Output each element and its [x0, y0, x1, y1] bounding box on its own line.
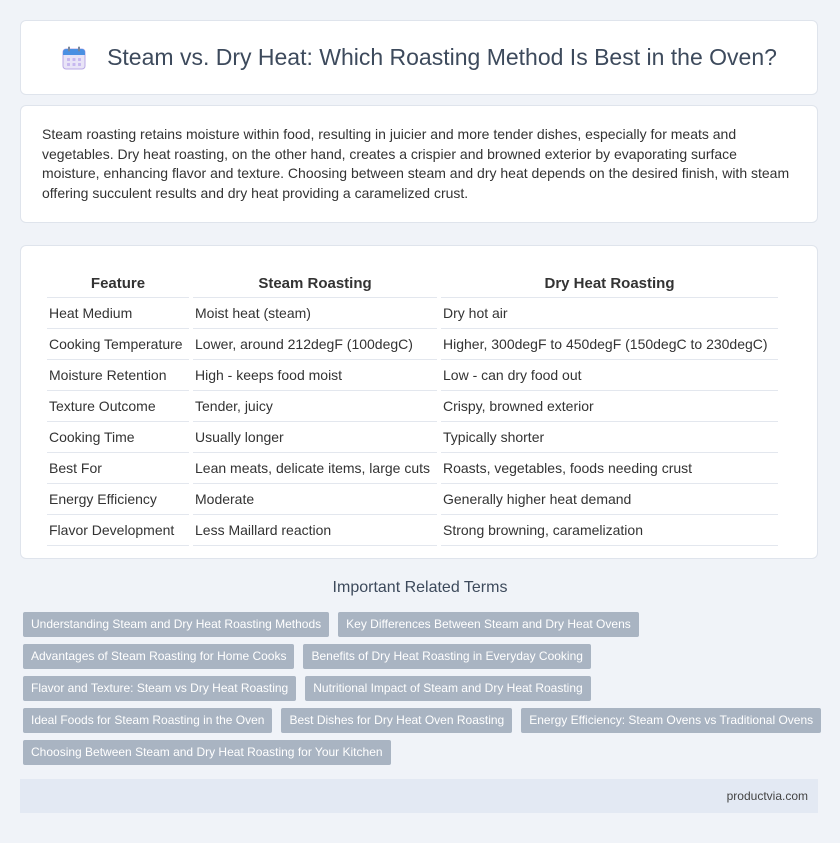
table-cell: Low - can dry food out: [441, 360, 778, 391]
related-term-link[interactable]: Advantages of Steam Roasting for Home Cooks: [23, 644, 294, 669]
tag-row: [23, 740, 823, 765]
table-cell: Lean meats, delicate items, large cuts: [193, 453, 437, 484]
table-cell: Less Maillard reaction: [193, 515, 437, 546]
tag-row: [23, 676, 823, 701]
tag-row: [23, 708, 823, 733]
related-term-link[interactable]: Ideal Foods for Steam Roasting in the Oven: [23, 708, 272, 733]
related-term-link[interactable]: Benefits of Dry Heat Roasting in Everyday Cooking: [303, 644, 590, 669]
related-terms-title: Important Related Terms: [332, 579, 508, 596]
table-cell: Typically shorter: [441, 422, 778, 453]
header-feature: Feature: [47, 264, 189, 298]
footer: [20, 779, 818, 813]
table-cell: Crispy, browned exterior: [441, 391, 778, 422]
table-cell: Moderate: [193, 484, 437, 515]
table-row: [47, 298, 778, 329]
table-cell: Cooking Temperature: [47, 329, 189, 360]
calendar-icon: [61, 45, 87, 71]
intro-card: [20, 105, 818, 223]
title-wrap: [61, 44, 777, 71]
tag-row: [23, 612, 823, 637]
table-row: [47, 484, 778, 515]
related-terms-tags: [23, 612, 823, 772]
table-cell: Cooking Time: [47, 422, 189, 453]
table-cell: Tender, juicy: [193, 391, 437, 422]
table-cell: Moisture Retention: [47, 360, 189, 391]
table-row: [47, 515, 778, 546]
related-term-link[interactable]: Key Differences Between Steam and Dry Heat Ovens: [338, 612, 639, 637]
table-cell: Energy Efficiency: [47, 484, 189, 515]
table-header-row: [47, 264, 778, 298]
tag-row: [23, 644, 823, 669]
footer-site-link[interactable]: productvia.com: [726, 789, 808, 803]
table-cell: Roasts, vegetables, foods needing crust: [441, 453, 778, 484]
table-cell: Texture Outcome: [47, 391, 189, 422]
header-steam-roasting: Steam Roasting: [193, 264, 437, 298]
table-cell: Moist heat (steam): [193, 298, 437, 329]
table-cell: Usually longer: [193, 422, 437, 453]
table-row: [47, 391, 778, 422]
header-card: [20, 20, 818, 95]
table-cell: Generally higher heat demand: [441, 484, 778, 515]
related-term-link[interactable]: Understanding Steam and Dry Heat Roasting Methods: [23, 612, 329, 637]
comparison-table-card: [20, 245, 818, 559]
related-term-link[interactable]: Flavor and Texture: Steam vs Dry Heat Roasting: [23, 676, 296, 701]
table-cell: Heat Medium: [47, 298, 189, 329]
table-cell: Best For: [47, 453, 189, 484]
related-term-link[interactable]: Choosing Between Steam and Dry Heat Roasting for Your Kitchen: [23, 740, 391, 765]
table-cell: Dry hot air: [441, 298, 778, 329]
related-term-link[interactable]: Best Dishes for Dry Heat Oven Roasting: [281, 708, 512, 733]
table-cell: Strong browning, caramelization: [441, 515, 778, 546]
table-cell: Lower, around 212degF (100degC): [193, 329, 437, 360]
intro-text: Steam roasting retains moisture within food, resulting in juicier and more tender dishes, especially for meats and vegetables. Dry heat roasting, on the other hand, creates a crispier and browned exterior by evaporating surface moisture, enhancing flavor and texture. Choosing between steam and dry heat depends on the desired finish, with steam offering succulent results and dry heat providing a caramelized crust.: [42, 126, 790, 201]
comparison-table: [43, 264, 782, 546]
page-title: Steam vs. Dry Heat: Which Roasting Method Is Best in the Oven?: [107, 44, 777, 70]
table-row: [47, 329, 778, 360]
table-row: [47, 453, 778, 484]
related-term-link[interactable]: Energy Efficiency: Steam Ovens vs Traditional Ovens: [521, 708, 821, 733]
table-cell: High - keeps food moist: [193, 360, 437, 391]
header-dry-heat-roasting: Dry Heat Roasting: [441, 264, 778, 298]
table-cell: Flavor Development: [47, 515, 189, 546]
related-term-link[interactable]: Nutritional Impact of Steam and Dry Heat Roasting: [305, 676, 590, 701]
table-row: [47, 422, 778, 453]
table-cell: Higher, 300degF to 450degF (150degC to 230degC): [441, 329, 778, 360]
table-row: [47, 360, 778, 391]
